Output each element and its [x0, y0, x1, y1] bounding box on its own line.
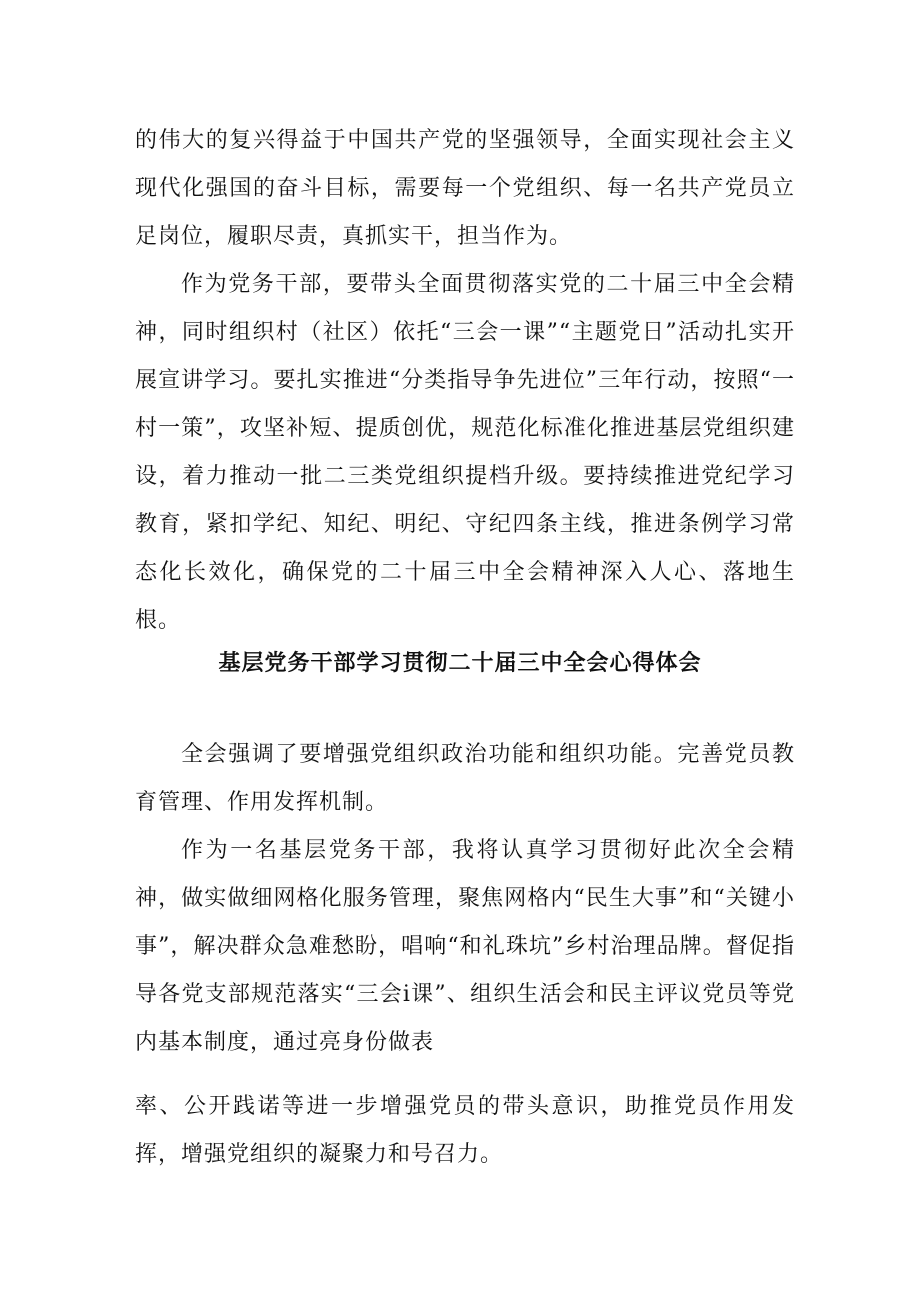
section-1-body [135, 117, 795, 645]
paragraph-continuation-2: 率、公开践诺等进一步增强党员的带头意识，助推党员作用发挥，增强党组织的凝聚力和号召力。 [135, 1094, 795, 1167]
paragraph-plenum-emphasis: 全会强调了要增强党组织政治功能和组织功能。完善党员教育管理、作用发挥机制。 [135, 742, 795, 815]
paragraph-party-work: 作为党务干部，要带头全面贯彻落实党的二十届三中全会精神，同时组织村（社区）依托“三会一课”“主题党日”活动扎实开展宣讲学习。要扎实推进“分类指导争先进位”三年行动，按照“一村一策”，攻坚补短、提质创优，规范化标准化推进基层党组织建设，着力推动一批二三类党组织提档升级。要持续推进党纪学习教育，紧扣学纪、知纪、明纪、守纪四条主线，推进条例学习常态化长效化，确保党的二十届三中全会精神深入人心、落地生根。 [135, 272, 795, 633]
paragraph-grassroots-role: 作为一名基层党务干部，我将认真学习贯彻好此次全会精神，做实做细网格化服务管理，聚焦网格内“民生大事”和“关键小事”，解决群众急难愁盼，唱响“和礼珠坑”乡村治理品牌。督促指导各党支部规范落实“三会i课”、组织生活会和民主评议党员等党内基本制度，通过亮身份做表 [135, 838, 795, 1055]
section-2-continuation [135, 1083, 795, 1179]
section-2-body [135, 731, 795, 1067]
paragraph-continuation: 的伟大的复兴得益于中国共产党的坚强领导，全面实现社会主义现代化强国的奋斗目标，需要每一个党组织、每一名共产党员立足岗位，履职尽责，真抓实干，担当作为。 [135, 128, 795, 249]
section-2-title: 基层党务干部学习贯彻二十届三中全会心得体会 [218, 650, 702, 676]
